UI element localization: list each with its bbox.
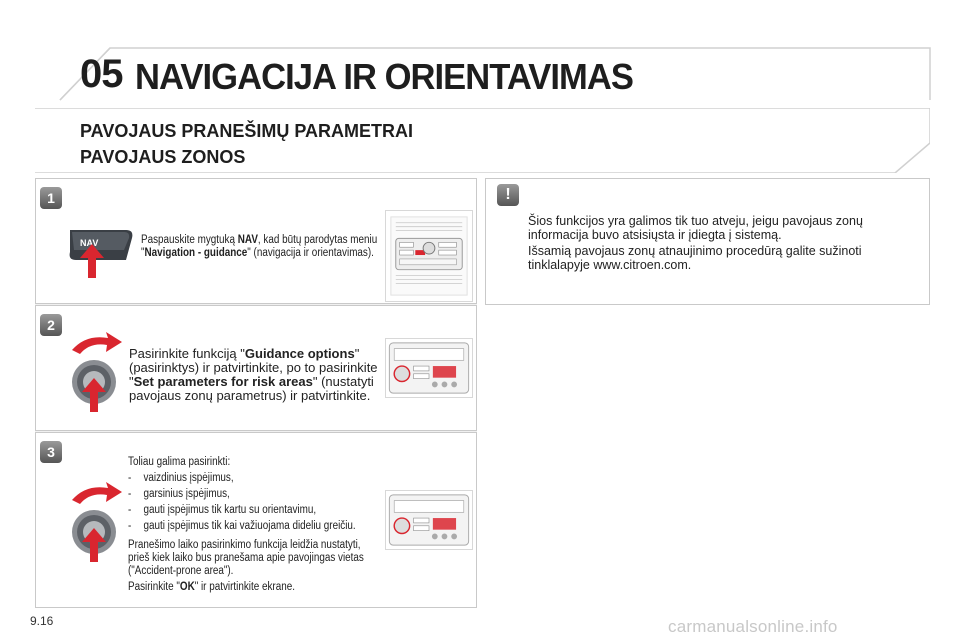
rotary-knob-illustration-2	[66, 482, 130, 562]
step-3-number: 3	[40, 441, 62, 463]
watermark: carmanualsonline.info	[668, 617, 838, 636]
step-3-device-image	[385, 490, 473, 550]
chapter-title: NAVIGACIJA IR ORIENTAVIMAS	[135, 56, 633, 97]
step-1-device-image	[385, 210, 473, 302]
list-item: - gauti įspėjimus tik kartu su orientavimu,	[128, 504, 317, 516]
step-3-confirm: Pasirinkite "OK" ir patvirtinkite ekrane.	[128, 581, 295, 593]
section-title	[80, 118, 413, 170]
notice-paragraph-1: Šios funkcijos yra galimos tik tuo atveju, jeigu pavojaus zonų informacija buvo atsisiųsta ir įdiegta į sistemą.	[528, 214, 863, 242]
step-3-note: Pranešimo laiko pasirinkimo funkcija leidžia nustatyti, prieš kiek laiko bus pranešama apie pavojingas vietas ("Accident-prone area").	[128, 539, 364, 577]
step-2-device-image	[385, 338, 473, 398]
warning-icon: !	[497, 184, 519, 206]
section-title-line2: PAVOJAUS ZONOS	[80, 147, 246, 167]
step-3-options-list	[128, 472, 393, 536]
step-3-intro: Toliau galima pasirinkti:	[128, 456, 231, 468]
step-2-text: Pasirinkite funkciją "Guidance options" (pasirinktys) ir patvirtinkite, po to pasirinkite "Set parameters for risk areas" (nustatyti pavojaus zonų parametrus) ir patvirtinkite.	[129, 346, 378, 403]
rotary-knob-illustration	[66, 332, 130, 412]
notice-paragraph-2: Išsamią pavojaus zonų atnaujinimo procedūrą galite sužinoti tinklalapyje www.citroen.com.	[528, 244, 862, 272]
step-1-text: Paspauskite mygtuką NAV, kad būtų parodytas meniu "Navigation - guidance" (navigacija ir orientavimas).	[141, 234, 378, 259]
step-2-number: 2	[40, 314, 62, 336]
rotate-arrow-icon	[72, 332, 122, 354]
chapter-number: 05	[80, 52, 123, 96]
step-1-number: 1	[40, 187, 62, 209]
rotate-arrow-icon	[72, 482, 122, 504]
nav-button-illustration	[66, 222, 138, 278]
list-item: - vaizdinius įspėjimus,	[128, 472, 234, 484]
section-title-line1: PAVOJAUS PRANEŠIMŲ PARAMETRAI	[80, 121, 414, 141]
list-item: - garsinius įspėjimus,	[128, 488, 230, 500]
list-item: - gauti įspėjimus tik kai važiuojama dideliu greičiu.	[128, 520, 356, 532]
nav-button-label: NAV	[80, 238, 99, 248]
page-number: 9.16	[30, 614, 54, 628]
